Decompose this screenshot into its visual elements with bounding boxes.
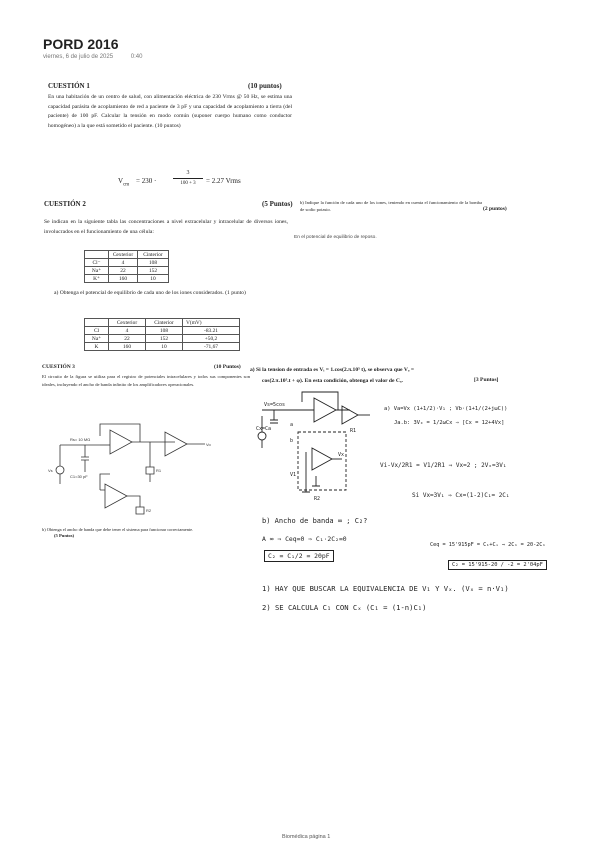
schematic-label-vo: Vo — [206, 442, 211, 447]
hand-label-v1: V1 — [290, 472, 297, 478]
hand-label-b: b — [290, 438, 294, 444]
note-a-line2: Ja.b: 3Vₓ = 1/2ωCx ⇒ [Cx = 12+4Vx] — [394, 420, 505, 426]
q2-title: CUESTIÓN 2 — [44, 200, 86, 208]
q2-points: (5 Puntos) — [262, 200, 293, 208]
note-hw2: 2) SE CALCULA C₁ CON Cₓ (C₁ = (1-n)C₁) — [262, 603, 427, 612]
schematic-label-vs: Vs — [48, 468, 53, 473]
table-row: K 160 10 -71,67 — [85, 343, 240, 351]
q2-part-b-points: (2 puntos) — [483, 206, 507, 212]
q2-intro: Se indican en la siguiente tabla las concentraciones a nivel extracelular y intracelular de diversos iones, involucrados en el funcionamiento de una célula: — [44, 219, 288, 235]
ion-table-2: Cexterior Cinterior V(mV) Cl 4 108 -83.21 Na⁺ 22 152 +50,2 K 160 10 -71,67 — [84, 318, 240, 351]
note-a-line1: a) Va=Vx (1+1/2)·V₁ ; Vb·(1+1/(2+jωC)) — [384, 406, 508, 412]
hand-label-a: a — [290, 422, 294, 428]
note-b-box: C₂ = C₁/2 = 20pF — [264, 550, 334, 562]
q1-points: (10 puntos) — [248, 82, 282, 90]
note-eq4: C₂ = 15'915-20 / -2 = 2'04pF — [448, 560, 547, 570]
table-row: Na⁺ 22 152 — [85, 267, 169, 275]
q3-part-a-line2: cos(2.π.10⁵.t + φ). En esta condición, obtenga el valor de Cₓ. — [262, 378, 403, 384]
hand-circuit-sketch — [254, 392, 374, 512]
schematic-label-rs: Rs= 10 MΩ — [70, 437, 91, 442]
q3-text: El circuito de la figura se utiliza para el registro de potenciales intracelulares y todos sus componentes son ideales, incluyendo el ancho de banda infinito de los amplificadores operacionales. — [42, 374, 250, 387]
note-hw1: 1) HAY QUE BUSCAR LA EQUIVALENCIA DE V₁ Y Vₓ. (Vₓ = n·V₁) — [262, 584, 509, 593]
q3-schematic — [40, 412, 240, 522]
hand-label-vs: Vs=5cos — [264, 402, 286, 408]
q2-part-b-answer: En el potencial de equilibrio de reposo. — [294, 235, 377, 240]
hand-label-r1: R1 — [350, 428, 357, 434]
table-row: Na⁺ 22 152 +50,2 — [85, 335, 240, 343]
page-meta — [43, 54, 158, 60]
page-footer: Biomédica página 1 — [282, 834, 331, 840]
note-b-line: b) Ancho de banda ∞ ; C₂? — [262, 517, 368, 525]
hand-label-vx: Vx — [338, 452, 345, 458]
q1-text: En una habitación de un centro de salud, con alimentación eléctrica de 230 Vrms @ 50 Hz, se estima una capacidad parásita de acoplamiento de red a paciente de 3 pF y una capacidad de acoplamiento a tierra (del paciente) de 100 pF. Calcular la tensión en modo común (suponer cuerpo humano como conductor homogéneo) a la que está sometido el paciente. (10 puntos) — [48, 94, 292, 129]
page-title: PORD 2016 — [43, 36, 119, 52]
q1-title: CUESTIÓN 1 — [48, 82, 90, 90]
schematic-label-r2: R2 — [146, 508, 152, 513]
table-row: K⁺ 160 10 — [85, 275, 169, 283]
page-date: viernes, 6 de julio de 2025 — [43, 54, 114, 60]
table-row: Cl⁻ 4 108 — [85, 259, 169, 267]
q2-part-b: b) Indique la función de cada uno de los iones, teniendo en cuenta el funcionamiento de la bomba de sodio potasio. — [300, 200, 482, 212]
q3-part-a-points: [3 Puntos] — [474, 377, 499, 383]
q3-part-a: a) Si la tension de entrada es Vᵢ = 1.cos(2.π.10⁵ t), se observa que Vₒ = — [250, 367, 415, 373]
note-eq3: Ceq = 15'915pF = C₁+Cₓ ⇒ 2C₁ = 20-2C₁ — [430, 542, 546, 548]
page-time: 0:40 — [130, 54, 143, 60]
q2-part-a: a) Obtenga el potencial de equilibrio de cada uno de los iones considerados. (1 punto) — [54, 290, 246, 296]
schematic-label-r1: R1 — [156, 468, 162, 473]
q3-part-b: b) Obtenga el ancho de banda que debe tener el sistema para funcionar correctamente. — [42, 527, 194, 532]
q3-title: CUESTIÓN 3 — [42, 364, 75, 370]
ion-table-1: Cexterior Cinterior Cl⁻ 4 108 Na⁺ 22 152 K⁺ 160 10 — [84, 250, 169, 283]
hand-label-cx: Cx=Ca — [256, 426, 272, 432]
note-b-eq: A ∞ ⇒ Ceq=0 ⇒ C₁·2C₂=0 — [262, 535, 347, 543]
hand-label-r2: R2 — [314, 496, 321, 502]
note-eq1: Vi-Vx/2R1 = V1/2R1 ⇒ Vx=2 ; 2Vₓ=3V₁ — [380, 462, 507, 469]
q3-part-b-points: (5 Puntos) — [54, 533, 75, 538]
q3-points: (10 Puntos) — [214, 364, 241, 370]
q1-formula: $V_{cm}$ = 230 · 3 100 + 3 = 2.27 Vrms — [118, 170, 241, 188]
schematic-label-c: C1=30 pF — [70, 474, 88, 479]
table-row: Cl 4 108 -83.21 — [85, 327, 240, 335]
note-eq2: Si Vx=3V₁ ⇒ Cx=(1-2)C₁= 2C₁ — [412, 492, 510, 499]
